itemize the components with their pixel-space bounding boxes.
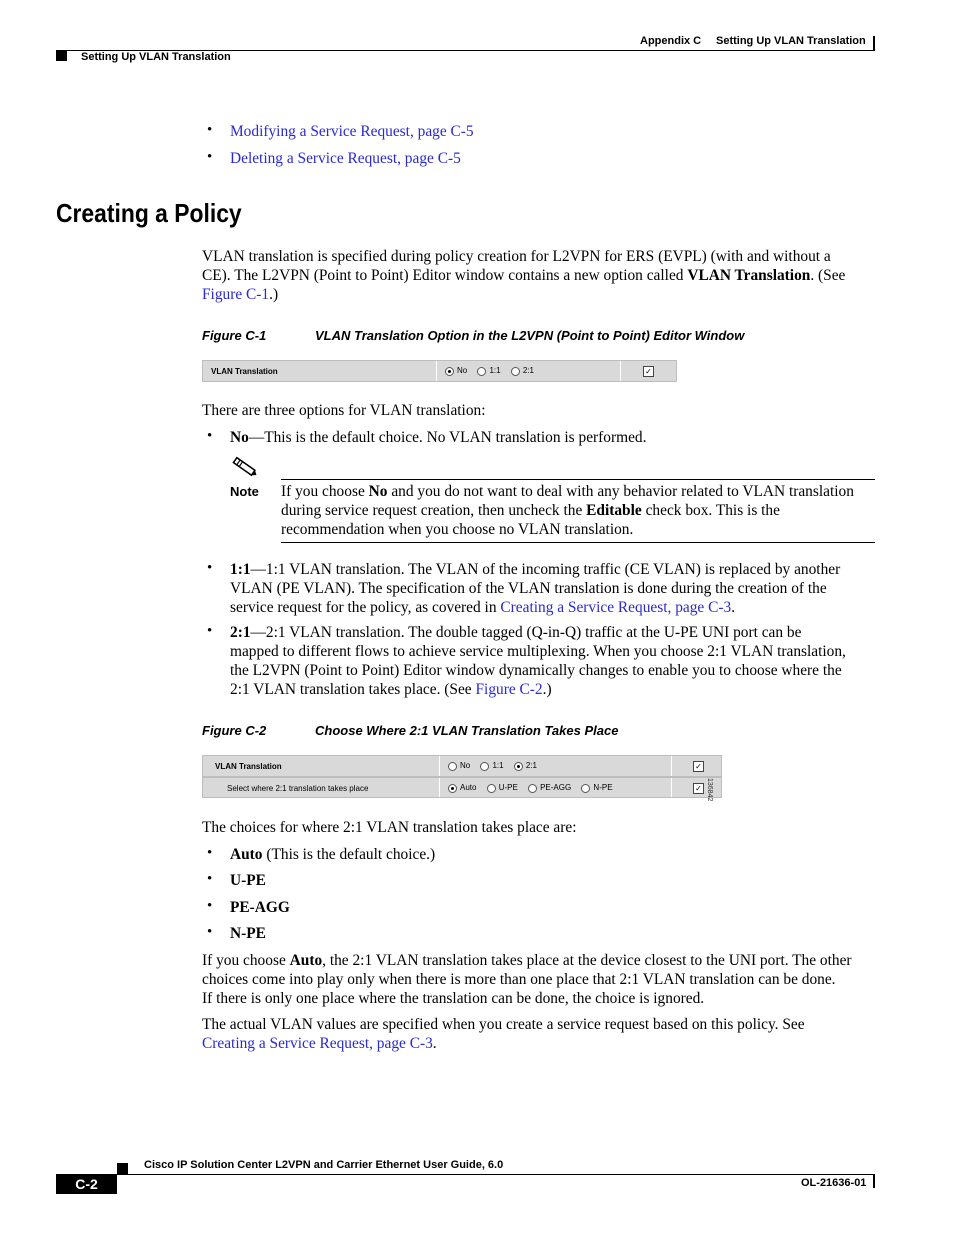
figure-c1-link[interactable]: Figure C-1 xyxy=(202,286,270,303)
choice-pe-agg: PE-AGG xyxy=(230,899,290,916)
figure2-row2-options-cell xyxy=(440,778,672,797)
choice-auto: Auto (This is the default choice.) xyxy=(230,846,436,863)
figure2-label-cell xyxy=(203,778,440,797)
intro-line-2: CE). The L2VPN (Point to Point) Editor window contains a new option called VLAN Translation. (See xyxy=(202,267,846,284)
intro-line-1: VLAN translation is specified during policy creation for L2VPN for ERS (EVPL) (with and without a xyxy=(202,248,831,265)
choice-u-pe: U-PE xyxy=(230,872,266,889)
figure2-number: Figure C-2 xyxy=(202,723,267,738)
bullet: • xyxy=(207,122,213,138)
radio-no[interactable]: No xyxy=(445,366,467,375)
radio-u-pe[interactable]: U-PE xyxy=(487,783,518,792)
figure-c2-link[interactable]: Figure C-2 xyxy=(475,681,543,698)
editable-checkbox[interactable]: ✓ xyxy=(693,783,704,794)
footer-doc-id: OL-21636-01 xyxy=(801,1177,867,1189)
para-auto: If you choose Auto, the 2:1 VLAN translation takes place at the device closest to the UNI port. The other choices come into play only when there is more than one place that 2:1 VLAN translation can be done. If there is only one place where the translation can be done, the choice is ignored. xyxy=(202,952,852,1007)
radio-2-1[interactable]: 2:1 xyxy=(511,366,534,375)
footer-end-mark xyxy=(873,1174,875,1188)
toc-link-delete[interactable]: Deleting a Service Request, page C-5 xyxy=(230,150,461,167)
bullet: • xyxy=(207,924,213,940)
figure1-caption: VLAN Translation Option in the L2VPN (Point to Point) Editor Window xyxy=(315,328,745,343)
editable-checkbox[interactable]: ✓ xyxy=(643,366,654,377)
radio-1-1[interactable]: 1:1 xyxy=(477,366,500,375)
figure1-row-label: VLAN Translation xyxy=(211,367,278,376)
radio-n-pe[interactable]: N-PE xyxy=(581,783,612,792)
pencil-icon xyxy=(231,456,259,478)
toc-link-modify[interactable]: Modifying a Service Request, page C-5 xyxy=(230,123,474,140)
note-label: Note xyxy=(230,484,259,499)
choices-intro: The choices for where 2:1 VLAN translation takes place are: xyxy=(202,819,577,836)
create-sr-link-1[interactable]: Creating a Service Request, page C-3 xyxy=(500,599,732,616)
intro-paragraph xyxy=(202,247,877,304)
note-bottom-rule xyxy=(281,542,875,543)
choice-n-pe: N-PE xyxy=(230,925,266,942)
figure1-options-cell xyxy=(437,361,621,381)
note-text: If you choose No and you do not want to deal with any behavior related to VLAN translation during service request creation, then uncheck the Editable check box. This is the recommendation when you choose no VLAN translation. xyxy=(281,483,854,538)
bullet: • xyxy=(207,428,213,444)
options-intro: There are three options for VLAN translation: xyxy=(202,402,486,419)
page-title: Creating a Policy xyxy=(56,198,242,228)
figure2-row1-options-cell xyxy=(440,756,672,776)
create-sr-link-2[interactable]: Creating a Service Request, page C-3 xyxy=(202,1035,433,1052)
figure2-row1-label: VLAN Translation xyxy=(215,762,282,771)
para-actual: The actual VLAN values are specified when you create a service request based on this policy. See Creating a Service Request, page C-3. xyxy=(202,1016,805,1052)
figure1-vlan-row xyxy=(202,360,677,382)
footer-title: Cisco IP Solution Center L2VPN and Carrier Ethernet User Guide, 6.0 xyxy=(144,1159,504,1171)
radio-1-1[interactable]: 1:1 xyxy=(480,761,503,770)
radio-2-1[interactable]: 2:1 xyxy=(514,761,537,770)
figure2-vlan-row xyxy=(202,755,722,777)
figure1-editable-cell xyxy=(621,361,678,381)
bullet: • xyxy=(207,149,213,165)
header-appendix: Appendix C xyxy=(640,35,702,47)
note-top-rule xyxy=(281,479,875,480)
footer-mark xyxy=(117,1163,128,1174)
bullet: • xyxy=(207,560,213,576)
intro-line-3: Figure C-1.) xyxy=(202,286,279,303)
intro-bold: VLAN Translation xyxy=(687,267,811,284)
figure2-caption: Choose Where 2:1 VLAN Translation Takes Place xyxy=(315,723,619,738)
bullet-no: No—This is the default choice. No VLAN translation is performed. xyxy=(230,429,647,446)
header-block xyxy=(56,51,67,61)
footer-rule xyxy=(117,1174,875,1175)
bullet: • xyxy=(207,623,213,639)
page-number: C-2 xyxy=(75,1176,98,1192)
figure2-label-cell xyxy=(203,756,440,776)
bullet: • xyxy=(207,845,213,861)
bullet: • xyxy=(207,871,213,887)
header-section: Setting Up VLAN Translation xyxy=(81,51,231,63)
figure2-row1-editable-cell xyxy=(672,756,723,776)
bullet: • xyxy=(207,898,213,914)
page-number-box xyxy=(56,1174,117,1194)
figure2-location-row xyxy=(202,777,722,798)
bullet-1-1: 1:1—1:1 VLAN translation. The VLAN of the incoming traffic (CE VLAN) is replaced by another VLAN (PE VLAN). The specification of the VLAN translation is done during the creation of the service request for the policy, as covered in Creating a Service Request, page C-3. xyxy=(230,561,841,616)
radio-no[interactable]: No xyxy=(448,761,470,770)
header-end-mark xyxy=(873,36,875,51)
bullet-2-1: 2:1—2:1 VLAN translation. The double tagged (Q-in-Q) traffic at the U-PE UNI port can be mapped to different flows to achieve service multiplexing. When you choose 2:1 VLAN translation, the L2VPN (Point to Point) Editor window dynamically changes to enable you to choose where the 2:1 VLAN translation takes place. (See Figure C-2.) xyxy=(230,624,846,698)
header-chapter: Setting Up VLAN Translation xyxy=(716,35,866,47)
figure1-number: Figure C-1 xyxy=(202,328,267,343)
figure2-row2-label: Select where 2:1 translation takes place xyxy=(227,784,369,793)
figure2-row2-editable-cell xyxy=(672,778,723,797)
radio-auto[interactable]: Auto xyxy=(448,783,476,792)
editable-checkbox[interactable]: ✓ xyxy=(693,761,704,772)
radio-pe-agg[interactable]: PE-AGG xyxy=(528,783,571,792)
figure2-side-id: 136842 xyxy=(706,778,713,802)
figure1-label-cell xyxy=(203,361,437,381)
